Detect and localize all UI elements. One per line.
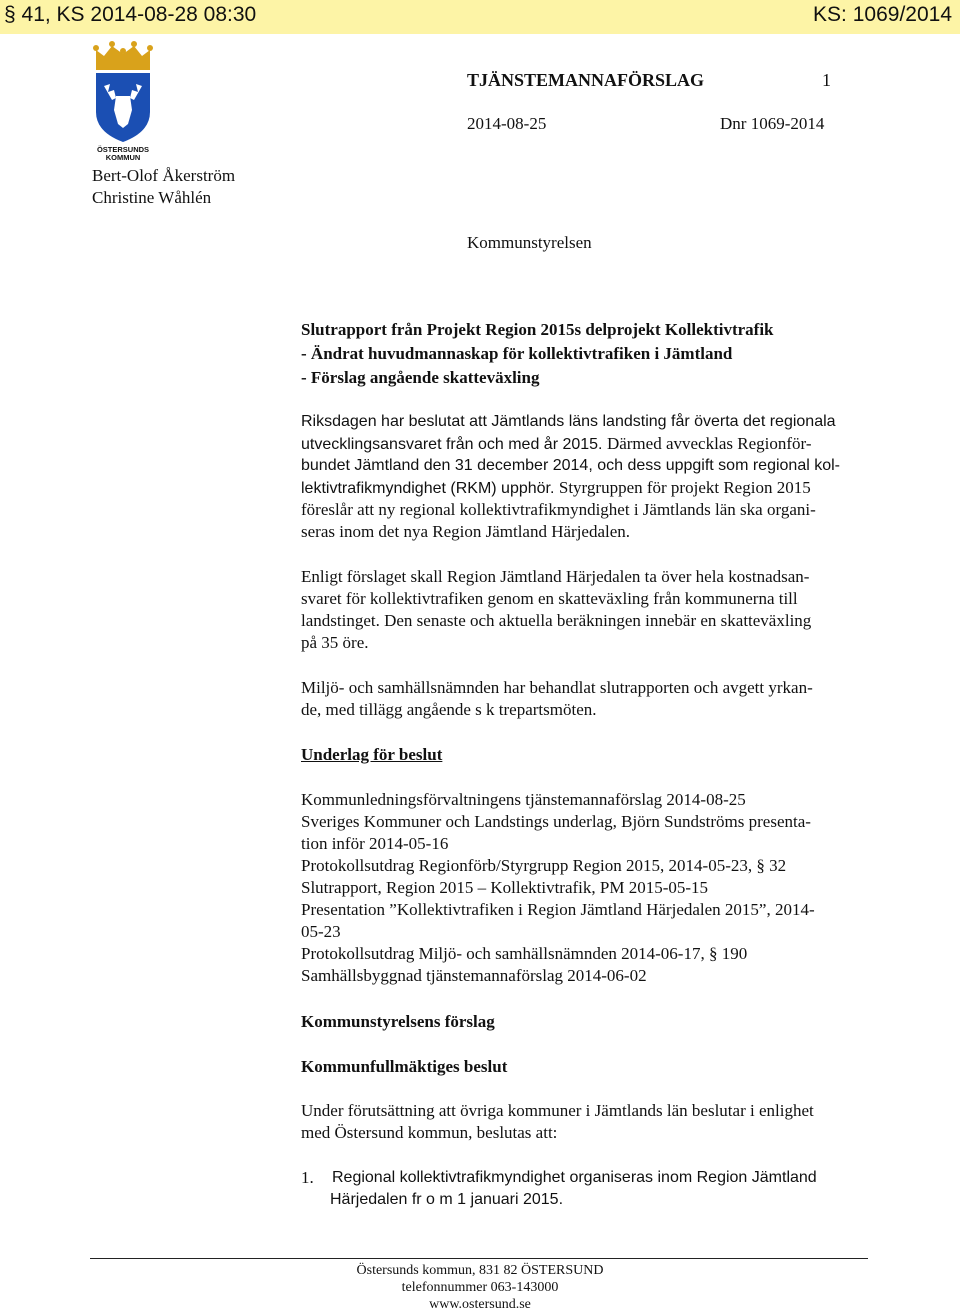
logo-text: KOMMUN	[105, 153, 141, 162]
paragraph-line: på 35 öre.	[301, 633, 369, 652]
paragraph-line: Enligt förslaget skall Region Jämtland Härjedalen ta över hela kostnadsan-	[301, 567, 810, 586]
decision-item-number: 1.	[301, 1168, 314, 1187]
underlag-item: 05-23	[301, 922, 341, 941]
section-heading-kf: Kommunfullmäktiges beslut	[301, 1057, 508, 1076]
paragraph-line: Miljö- och samhällsnämnden har behandlat slutrapporten och avgett yrkan-	[301, 678, 813, 697]
author-name: Bert-Olof Åkerström	[92, 166, 236, 185]
underlag-item: tion inför 2014-05-16	[301, 834, 449, 853]
underlag-item: Slutrapport, Region 2015 – Kollektivtrafik, PM 2015-05-15	[301, 878, 709, 897]
footer-address: Östersunds kommun, 831 82 ÖSTERSUND	[356, 1263, 604, 1278]
agenda-item-reference: § 41, KS 2014-08-28 08:30	[4, 3, 257, 26]
paragraph-line: landstinget. Den senaste och aktuella beräkningen innebär en skatteväxling	[301, 611, 812, 630]
section-heading-ks: Kommunstyrelsens förslag	[301, 1012, 495, 1031]
page-number: 1	[822, 70, 831, 90]
crown-icon	[93, 41, 153, 70]
decision-intro-line: Under förutsättning att övriga kommuner i Jämtlands län beslutar i enlighet	[301, 1101, 814, 1120]
intro-paragraph-line: seras inom det nya Region Jämtland Härjedalen.	[301, 522, 631, 541]
document-date: 2014-08-25	[467, 114, 547, 133]
intro-paragraph-line: Riksdagen har beslutat att Jämtlands läns landsting får överta det regionala	[301, 413, 836, 430]
case-number: KS: 1069/2014	[813, 3, 952, 26]
intro-paragraph-line: lektivtrafikmyndighet (RKM) upphör. Styrgruppen för projekt Region 2015	[301, 478, 811, 497]
logo-text: ÖSTERSUNDS	[96, 145, 150, 154]
intro-paragraph-line: föreslår att ny regional kollektivtrafikmyndighet i Jämtlands län ska organi-	[301, 500, 816, 519]
document-meta-bar	[0, 0, 960, 34]
footer-website: www.ostersund.se	[429, 1297, 531, 1312]
underlag-item: Kommunledningsförvaltningens tjänstemannaförslag 2014-08-25	[301, 790, 746, 809]
underlag-item: Protokollsutdrag Miljö- och samhällsnämnden 2014-06-17, § 190	[301, 944, 748, 963]
underlag-item: Sveriges Kommuner och Landstings underlag, Björn Sundströms presenta-	[301, 812, 811, 831]
title-bullet: - Ändrat huvudmannaskap för kollektivtrafiken i Jämtland	[301, 344, 733, 363]
decision-intro-line: med Östersund kommun, beslutas att:	[301, 1123, 558, 1142]
underlag-item: Samhällsbyggnad tjänstemannaförslag 2014-06-02	[301, 966, 647, 985]
paragraph-line: de, med tillägg angående s k trepartsmöten.	[301, 700, 597, 719]
municipality-coat-of-arms-logo	[90, 40, 156, 162]
recipient: Kommunstyrelsen	[467, 233, 592, 252]
author-name: Christine Wåhlén	[92, 188, 212, 207]
decision-item-text: Regional kollektivtrafikmyndighet organiseras inom Region Jämtland	[332, 1169, 817, 1186]
footer-phone: telefonnummer 063-143000	[401, 1280, 559, 1295]
document-title: Slutrapport från Projekt Region 2015s delprojekt Kollektivtrafik	[301, 320, 774, 339]
underlag-item: Presentation ”Kollektivtrafiken i Region Jämtland Härjedalen 2015”, 2014-	[301, 900, 815, 919]
intro-paragraph-line: bundet Jämtland den 31 december 2014, och dess uppgift som regional kol-	[301, 457, 841, 474]
document-type-heading: TJÄNSTEMANNAFÖRSLAG	[467, 70, 705, 90]
footer-divider	[90, 1258, 868, 1259]
section-heading-underlag: Underlag för beslut	[301, 745, 443, 764]
decision-item-text: Härjedalen fr o m 1 januari 2015.	[330, 1191, 564, 1208]
intro-paragraph-line: utvecklingsansvaret från och med år 2015. Därmed avvecklas Regionför-	[301, 434, 812, 453]
title-bullet: - Förslag angående skatteväxling	[301, 368, 540, 387]
diary-number: Dnr 1069-2014	[720, 114, 825, 133]
underlag-item: Protokollsutdrag Regionförb/Styrgrupp Region 2015, 2014-05-23, § 32	[301, 856, 787, 875]
paragraph-line: svaret för kollektivtrafiken genom en skatteväxling från kommunerna till	[301, 589, 798, 608]
